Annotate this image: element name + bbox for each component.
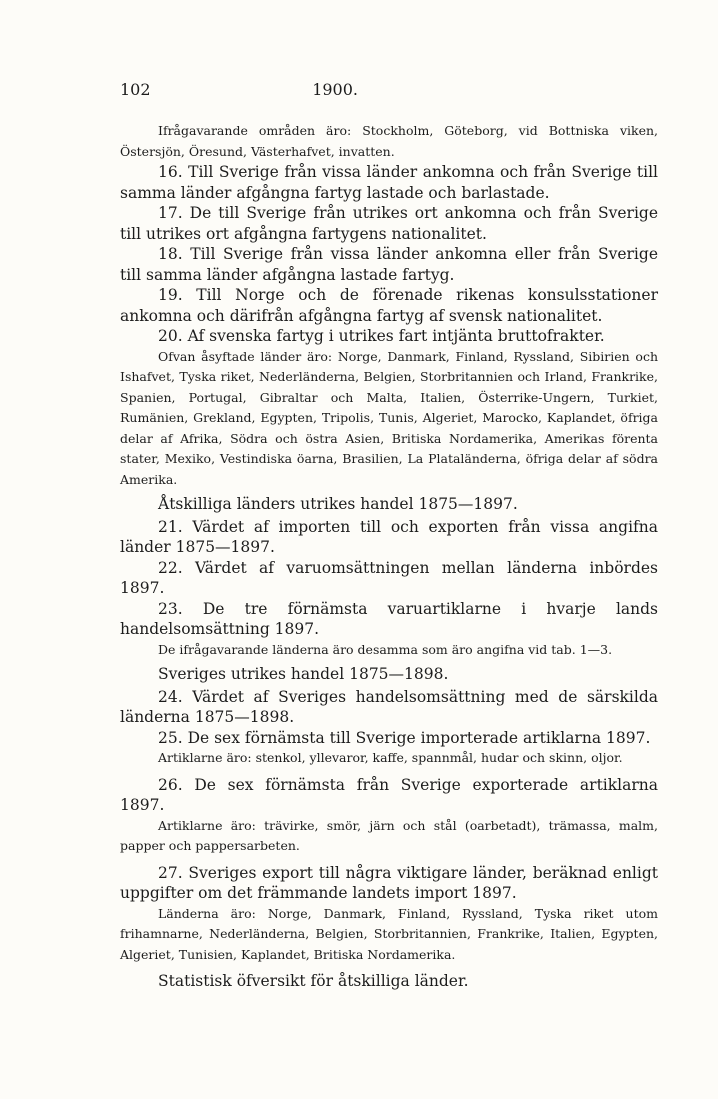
- paragraph: 18. Till Sverige från vissa länder ankomna eller från Sverige till samma länder afgångna lastade fartyg.: [120, 245, 658, 284]
- paragraph: 16. Till Sverige från vissa länder ankomna och från Sverige till samma länder afgångna fartyg lastade och barlastade.: [120, 163, 658, 202]
- paragraph: De ifrågavarande länderna äro desamma som äro angifna vid tab. 1—3.: [158, 641, 613, 657]
- paragraph: Artiklarne äro: trävirke, smör, järn och stål (oarbetadt), trämassa, malm, papper och pappersarbeten.: [120, 817, 658, 853]
- paragraph: 24. Värdet af Sveriges handelsomsättning med de särskilda länderna 1875—1898.: [120, 687, 658, 726]
- paragraph: 25. De sex förnämsta till Sverige importerade artiklarna 1897.: [158, 728, 651, 747]
- paragraph: 27. Sveriges export till några viktigare länder, beräknad enligt uppgifter om det främmande landets import 1897.: [120, 863, 658, 902]
- paragraph: Artiklarne äro: stenkol, yllevaror, kaffe, spannmål, hudar och skinn, oljor.: [158, 750, 623, 765]
- section-heading: Åtskilliga länders utrikes handel 1875—1897.: [158, 495, 518, 513]
- year-heading: 1900.: [312, 80, 358, 99]
- paragraph: 26. De sex förnämsta från Sverige exporterade artiklarna 1897.: [120, 775, 658, 814]
- paragraph: 19. Till Norge och de förenade rikenas konsulsstationer ankomna och därifrån afgångna fartyg af svensk nationalitet.: [120, 286, 658, 325]
- paragraph: 21. Värdet af importen till och exporten från vissa angifna länder 1875—1897.: [120, 517, 658, 556]
- body-text: [120, 121, 658, 992]
- paragraph: 22. Värdet af varuomsättningen mellan länderna inbördes 1897.: [120, 558, 658, 597]
- page-number: 102: [120, 80, 151, 99]
- paragraph: 23. De tre förnämsta varuartiklarne i hvarje lands handelsomsättning 1897.: [120, 599, 658, 638]
- section-heading: Sveriges utrikes handel 1875—1898.: [158, 665, 449, 683]
- paragraph: Ofvan åsyftade länder äro: Norge, Danmark, Finland, Ryssland, Sibirien och Ishafvet, Tyska riket, Nederländerna, Belgien, Storbritannien och Irland, Frankrike, Spanien, Portugal, Gibraltar och Malta, Italien, Österrike-Ungern, Turkiet, Rumänien, Grekland, Egypten, Tripolis, Tunis, Algeriet, Marocko, Kaplandet, öfriga delar af Afrika, Södra och östra Asien, Britiska Nordamerika, Amerikas förenta stater, Mexiko, Vestindiska öarna, Brasilien, La Plataländerna, öfriga delar af södra Amerika.: [120, 348, 658, 487]
- paragraph: 17. De till Sverige från utrikes ort ankomna och från Sverige till utrikes ort afgångna fartygens nationalitet.: [120, 204, 658, 243]
- paragraph: Ifrågavarande områden äro: Stockholm, Göteborg, vid Bottniska viken, Östersjön, Öresund, Västerhafvet, invatten.: [120, 123, 658, 159]
- paragraph: 20. Af svenska fartyg i utrikes fart intjänta bruttofrakter.: [158, 327, 605, 345]
- running-head: [120, 80, 658, 99]
- paragraph: Länderna äro: Norge, Danmark, Finland, Ryssland, Tyska riket utom frihamnarne, Nederländerna, Belgien, Storbritannien, Frankrike, Italien, Egypten, Algeriet, Tunisien, Kaplandet, Britiska Nordamerika.: [120, 905, 658, 962]
- section-heading: Statistisk öfversikt för åtskilliga länder.: [158, 972, 469, 990]
